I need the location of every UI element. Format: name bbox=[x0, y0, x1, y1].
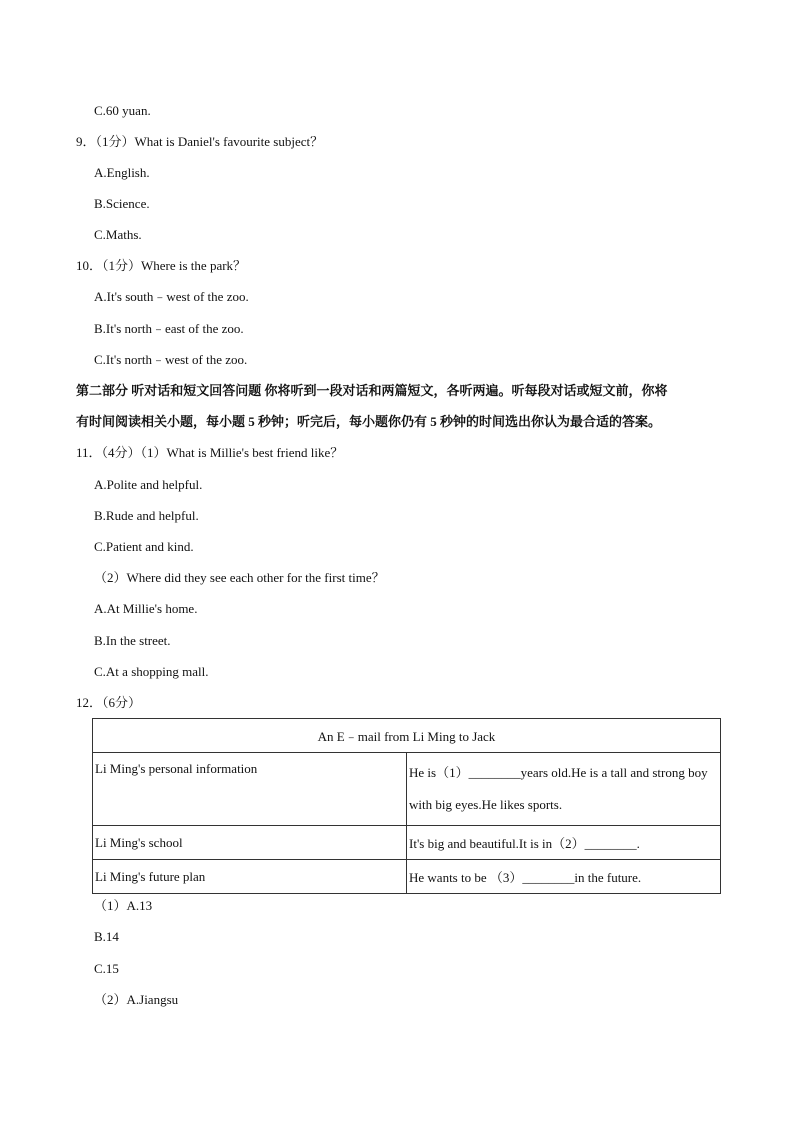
part2-instructions-line1: 第二部分 听对话和短文回答问题 你将听到一段对话和两篇短文，各听两遍。听每段对话或短文前，你将 bbox=[76, 383, 668, 398]
q10-option-a: A.It's south﹣west of the zoo. bbox=[94, 289, 249, 304]
q9-option-c: C.Maths. bbox=[94, 227, 142, 242]
cell-line: He is（1）________years old.He is a tall and strong boy bbox=[409, 765, 708, 780]
table-title: An E﹣mail from Li Ming to Jack bbox=[93, 719, 721, 753]
q11-2-option-b: B.In the street. bbox=[94, 633, 171, 648]
q10-option-b: B.It's north﹣east of the zoo. bbox=[94, 321, 244, 336]
q11-1-option-b: B.Rude and helpful. bbox=[94, 508, 199, 523]
q11-question: 11．（4分）（1）What is Millie's best friend like？ bbox=[76, 445, 344, 460]
q12-question: 12．（6分） bbox=[76, 695, 142, 710]
table-cell-label: Li Ming's future plan bbox=[93, 860, 407, 894]
q9-option-b: B.Science. bbox=[94, 196, 150, 211]
q10-option-c: C.It's north﹣west of the zoo. bbox=[94, 352, 248, 367]
q12-1-option-b: B.14 bbox=[94, 929, 119, 944]
table-row bbox=[93, 753, 721, 826]
q12-2-option-a: （2）A.Jiangsu bbox=[94, 992, 179, 1007]
q9-question: 9．（1分）What is Daniel's favourite subject？ bbox=[76, 134, 324, 149]
q8-option-c: C.60 yuan. bbox=[94, 103, 151, 118]
table-cell-label: Li Ming's personal information bbox=[93, 753, 407, 826]
q11-2-option-c: C.At a shopping mall. bbox=[94, 664, 209, 679]
q9-option-a: A.English. bbox=[94, 165, 150, 180]
q11-2-option-a: A.At Millie's home. bbox=[94, 601, 198, 616]
q11-2-question: （2）Where did they see each other for the first time？ bbox=[94, 570, 385, 585]
cell-line: with big eyes.He likes sports. bbox=[409, 797, 563, 812]
q12-1-option-c: C.15 bbox=[94, 961, 119, 976]
q11-1-option-a: A.Polite and helpful. bbox=[94, 477, 203, 492]
table-cell-value bbox=[407, 753, 721, 826]
q10-question: 10．（1分）Where is the park？ bbox=[76, 258, 247, 273]
q12-1-option-a: （1）A.13 bbox=[94, 898, 153, 913]
q11-1-option-c: C.Patient and kind. bbox=[94, 539, 194, 554]
part2-instructions-line2: 有时间阅读相关小题，每小题 5 秒钟；听完后，每小题你仍有 5 秒钟的时间选出你认为最合适的答案。 bbox=[76, 414, 662, 429]
table-row bbox=[93, 860, 721, 894]
table-header-row bbox=[93, 719, 721, 753]
table-cell-value: He wants to be （3）________in the future. bbox=[407, 860, 721, 894]
table-cell-label: Li Ming's school bbox=[93, 826, 407, 860]
email-table bbox=[92, 718, 721, 894]
table-cell-value: It's big and beautiful.It is in（2）________. bbox=[407, 826, 721, 860]
table-row bbox=[93, 826, 721, 860]
